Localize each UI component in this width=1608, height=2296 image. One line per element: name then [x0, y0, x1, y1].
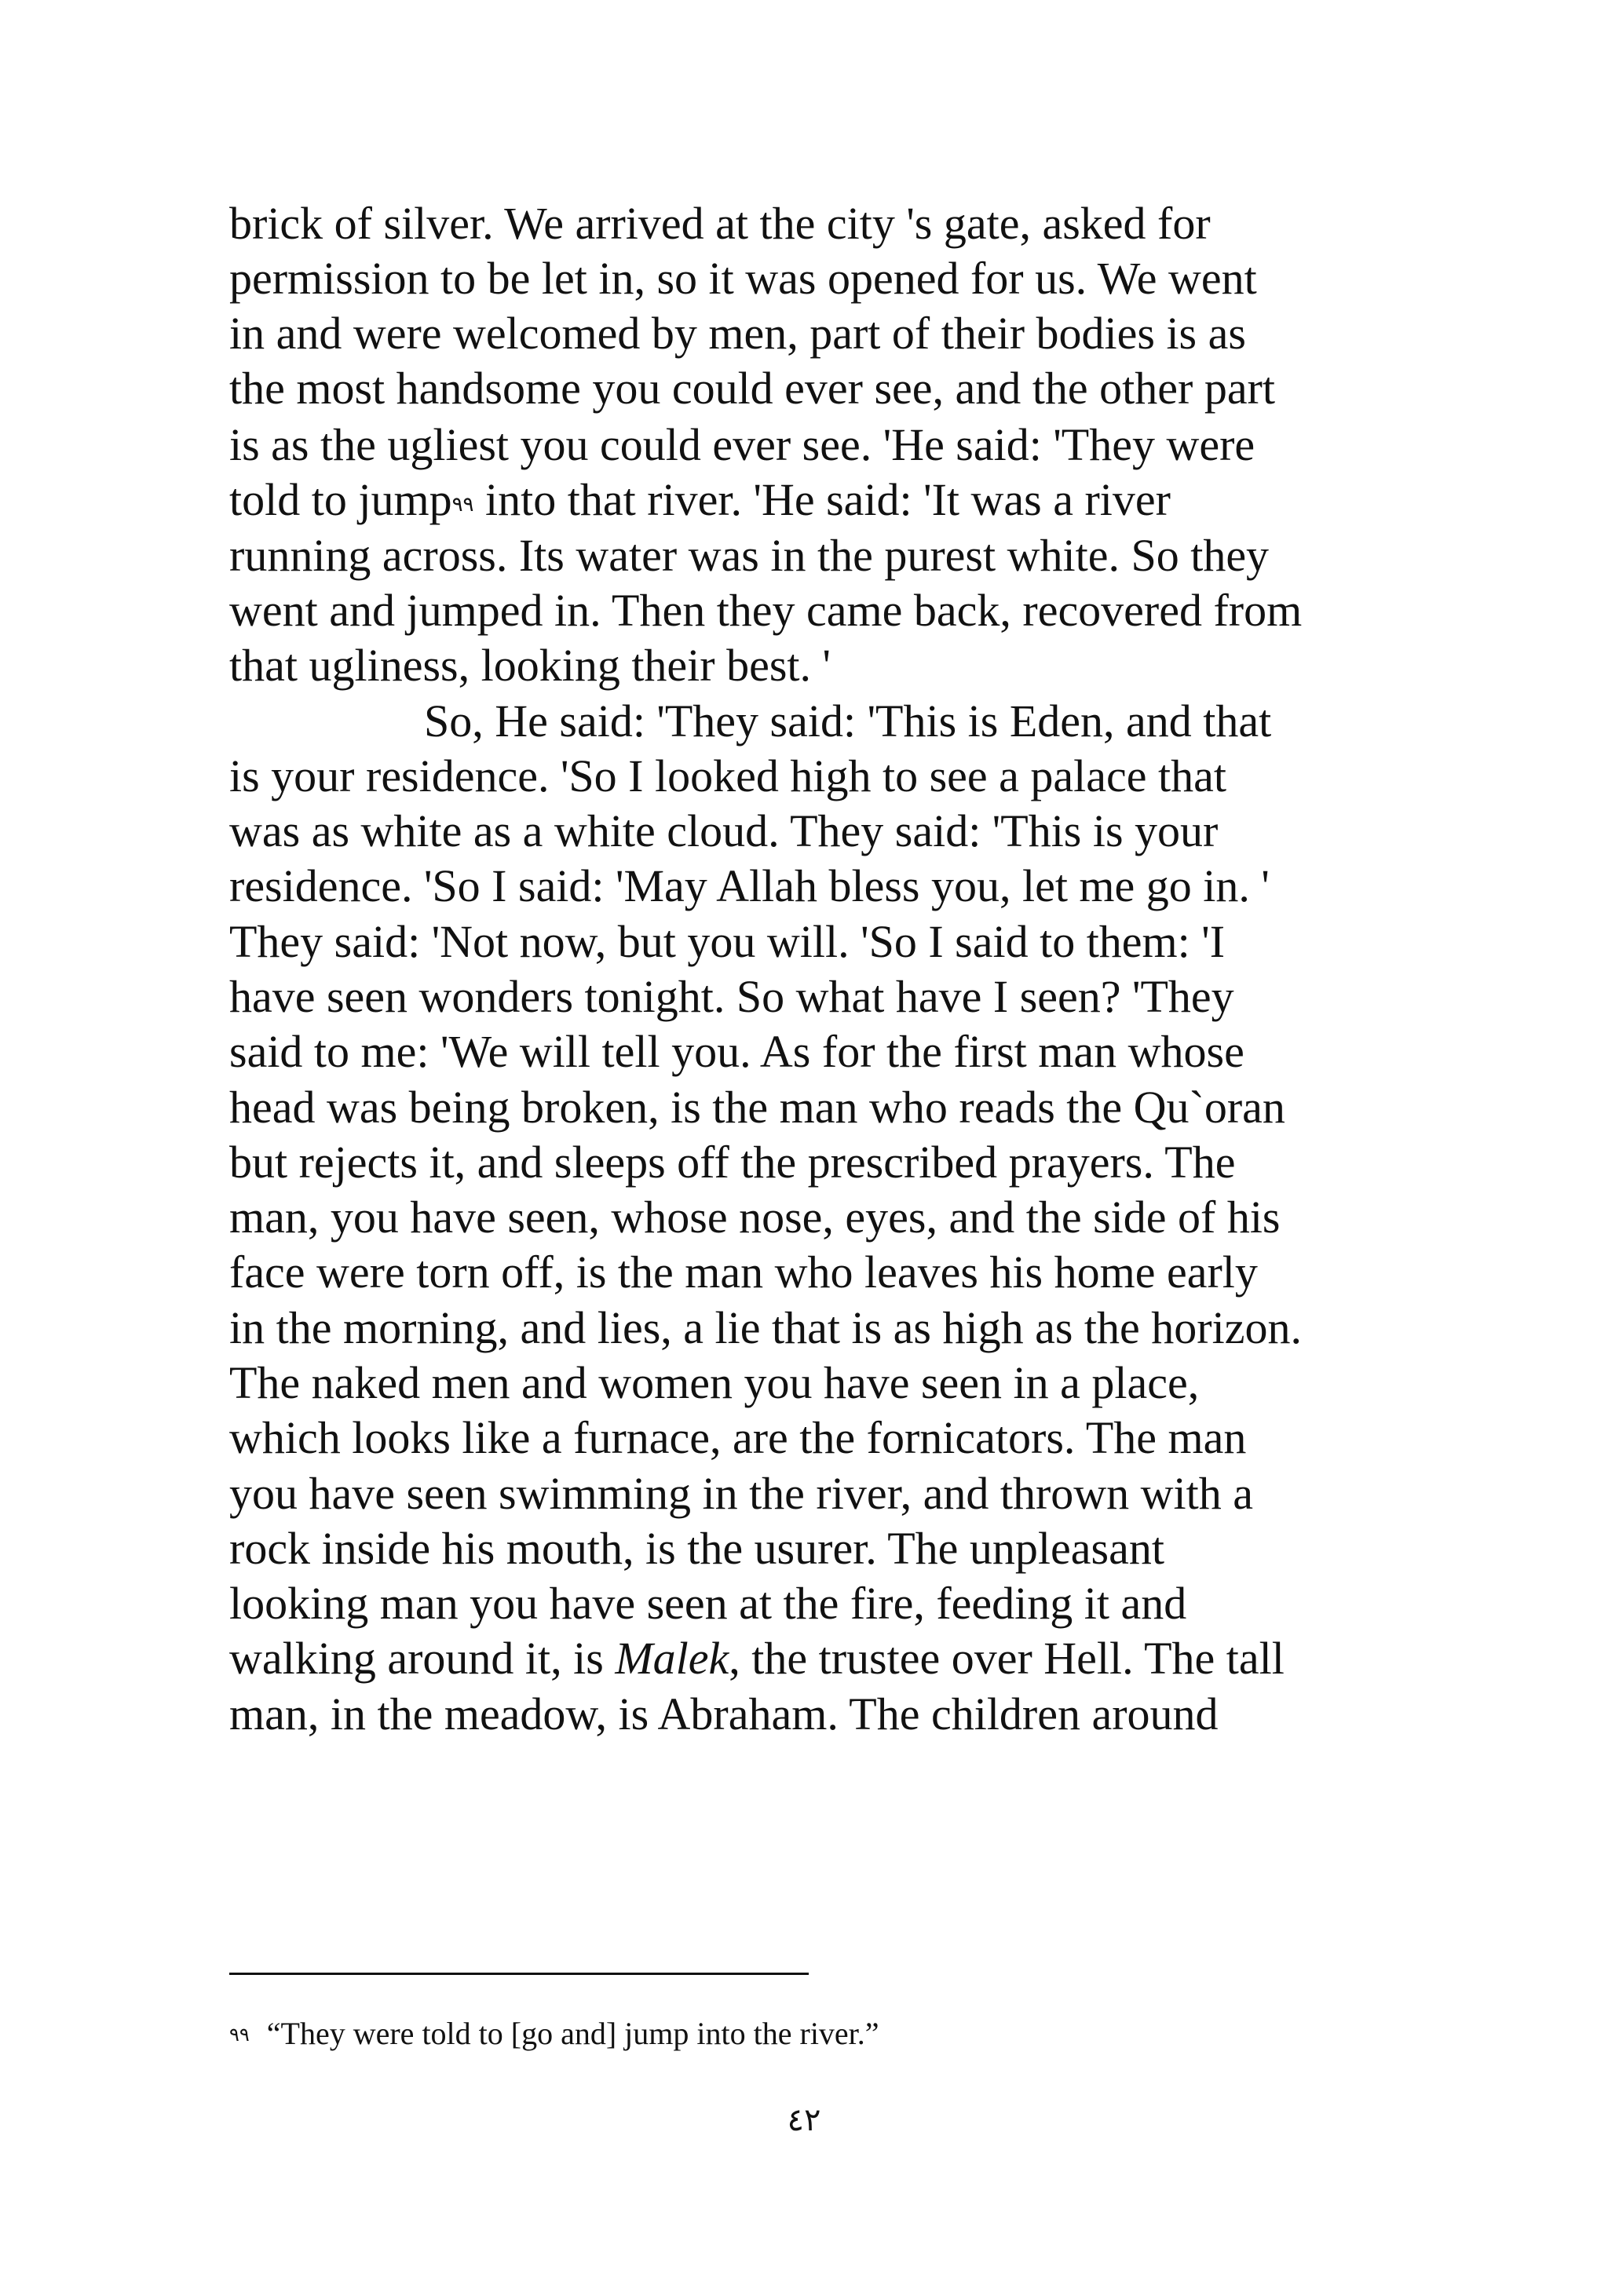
- italic-name: Malek: [615, 1633, 729, 1684]
- footnote-text: “They were told to [go and] jump into the river.”: [266, 2016, 879, 2051]
- body-line: man, you have seen, whose nose, eyes, and the side of his: [229, 1192, 1281, 1243]
- body-line: in the morning, and lies, a lie that is as high as the horizon.: [229, 1302, 1302, 1353]
- body-line: was as white as a white cloud. They said: 'This is your: [229, 805, 1219, 856]
- body-line: the most handsome you could ever see, and the other part: [229, 363, 1275, 414]
- body-line: brick of silver. We arrived at the city 's gate, asked for: [229, 198, 1211, 249]
- body-line: which looks like a furnace, are the fornicators. The man: [229, 1412, 1247, 1463]
- body-line: face were torn off, is the man who leaves his home early: [229, 1247, 1258, 1298]
- body-line: went and jumped in. Then they came back, recovered from: [229, 585, 1303, 636]
- footnote-mark: ٩٩: [229, 2025, 250, 2046]
- body-line: in and were welcomed by men, part of their bodies is as: [229, 308, 1246, 359]
- body-line: have seen wonders tonight. So what have I seen? 'They: [229, 971, 1234, 1022]
- body-line: but rejects it, and sleeps off the prescribed prayers. The: [229, 1137, 1236, 1188]
- body-line: is as the ugliest you could ever see. 'He said: 'They were: [229, 419, 1255, 470]
- body-line: The naked men and women you have seen in a place,: [229, 1357, 1200, 1408]
- body-line: said to me: 'We will tell you. As for the first man whose: [229, 1026, 1244, 1077]
- body-line: residence. 'So I said: 'May Allah bless you, let me go in. ': [229, 860, 1270, 911]
- body-line: rock inside his mouth, is the usurer. The unpleasant: [229, 1523, 1164, 1574]
- body-line: So, He said: 'They said: 'This is Eden, and that: [424, 695, 1272, 746]
- line-text: , the trustee over Hell. The tall: [729, 1633, 1285, 1684]
- footnote: [229, 2014, 879, 2053]
- body-line: [229, 1631, 1285, 1686]
- body-line: They said: 'Not now, but you will. 'So I said to them: 'I: [229, 916, 1226, 967]
- body-line: that ugliness, looking their best. ': [229, 640, 831, 691]
- body-line: head was being broken, is the man who reads the Qu`oran: [229, 1082, 1285, 1133]
- footnote-reference[interactable]: ٩٩: [451, 493, 474, 516]
- footnote-separator: [229, 1973, 809, 1975]
- line-text: told to jump: [229, 474, 452, 525]
- body-line: man, in the meadow, is Abraham. The children around: [229, 1688, 1219, 1739]
- body-line: running across. Its water was in the purest white. So they: [229, 530, 1270, 581]
- body-line: is your residence. 'So I looked high to see a palace that: [229, 750, 1226, 801]
- body-line: permission to be let in, so it was opened for us. We went: [229, 253, 1257, 304]
- page-number: ٤٢: [787, 2102, 821, 2137]
- body-line: you have seen swimming in the river, and thrown with a: [229, 1468, 1254, 1519]
- body-line: looking man you have seen at the fire, feeding it and: [229, 1578, 1187, 1629]
- line-text: into that river. 'He said: 'It was a river: [473, 474, 1171, 525]
- line-text: walking around it, is: [229, 1633, 616, 1684]
- body-line: [229, 473, 1171, 527]
